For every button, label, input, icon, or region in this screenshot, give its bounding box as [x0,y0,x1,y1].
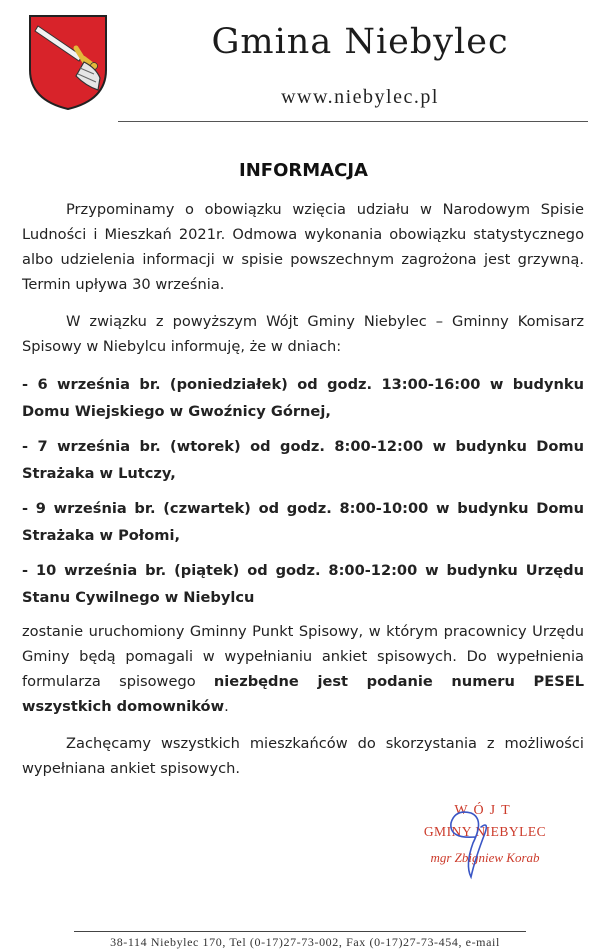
stamp-name: mgr Zbigniew Korab [430,850,540,865]
handwritten-signature-icon [415,803,555,895]
footer-divider [74,931,526,932]
schedule-item: - 7 września br. (wtorek) od godz. 8:00-12:00 w budynku Domu Strażaka w Lutczy, [22,438,584,482]
paragraph-census-point [22,619,584,719]
document-body [22,197,584,793]
header-divider [118,121,588,122]
schedule-item: - 9 września br. (czwartek) od godz. 8:00-10:00 w budynku Domu Strażaka w Połomi, [22,500,584,544]
coat-of-arms-icon [26,12,110,112]
footer-contact: 38-114 Niebylec 170, Tel (0-17)27-73-002, Fax (0-17)27-73-454, e-mail [110,935,500,949]
schedule-item: - 6 września br. (poniedziałek) od godz. 13:00-16:00 w budynku Domu Wiejskiego w Gwoźnicy Górnej, [22,376,584,420]
pesel-requirement: niezbędne jest podanie numeru PESEL wszystkich domowników [22,673,584,715]
paragraph-encouragement: Zachęcamy wszystkich mieszkańców do skorzystania z możliwości wypełniana ankiet spisowych. [22,735,584,777]
schedule-item: - 10 września br. (piątek) od godz. 8:00-12:00 w budynku Urzędu Stanu Cywilnego w Niebylcu [22,562,584,606]
paragraph-announcement: W związku z powyższym Wójt Gminy Niebylec – Gminny Komisarz Spisowy w Niebylcu informuję, że w dniach: [22,313,584,355]
census-point-text: zostanie uruchomiony Gminny Punkt Spisowy, w którym pracownicy Urzędu Gminy będą pomagali w wypełnianiu ankiet spisowych. Do wypełnienia formularza spisowego [22,623,584,690]
municipality-name: Gmina Niebylec [211,22,509,62]
municipality-website: www.niebylec.pl [281,86,439,108]
mayor-stamp [415,803,555,895]
stamp-office: GMINY NIEBYLEC [423,824,547,839]
census-point-end: . [224,698,229,715]
stamp-title: WÓJT [454,803,516,818]
paragraph-reminder: Przypominamy o obowiązku wzięcia udziału w Narodowym Spisie Ludności i Mieszkań 2021r. Odmowa wykonania obowiązku statystycznego albo udzielenia informacji w spisie powszechnym zagrożona jest grzywną. Termin upływa 30 września. [22,201,584,293]
document-heading: INFORMACJA [239,160,368,181]
